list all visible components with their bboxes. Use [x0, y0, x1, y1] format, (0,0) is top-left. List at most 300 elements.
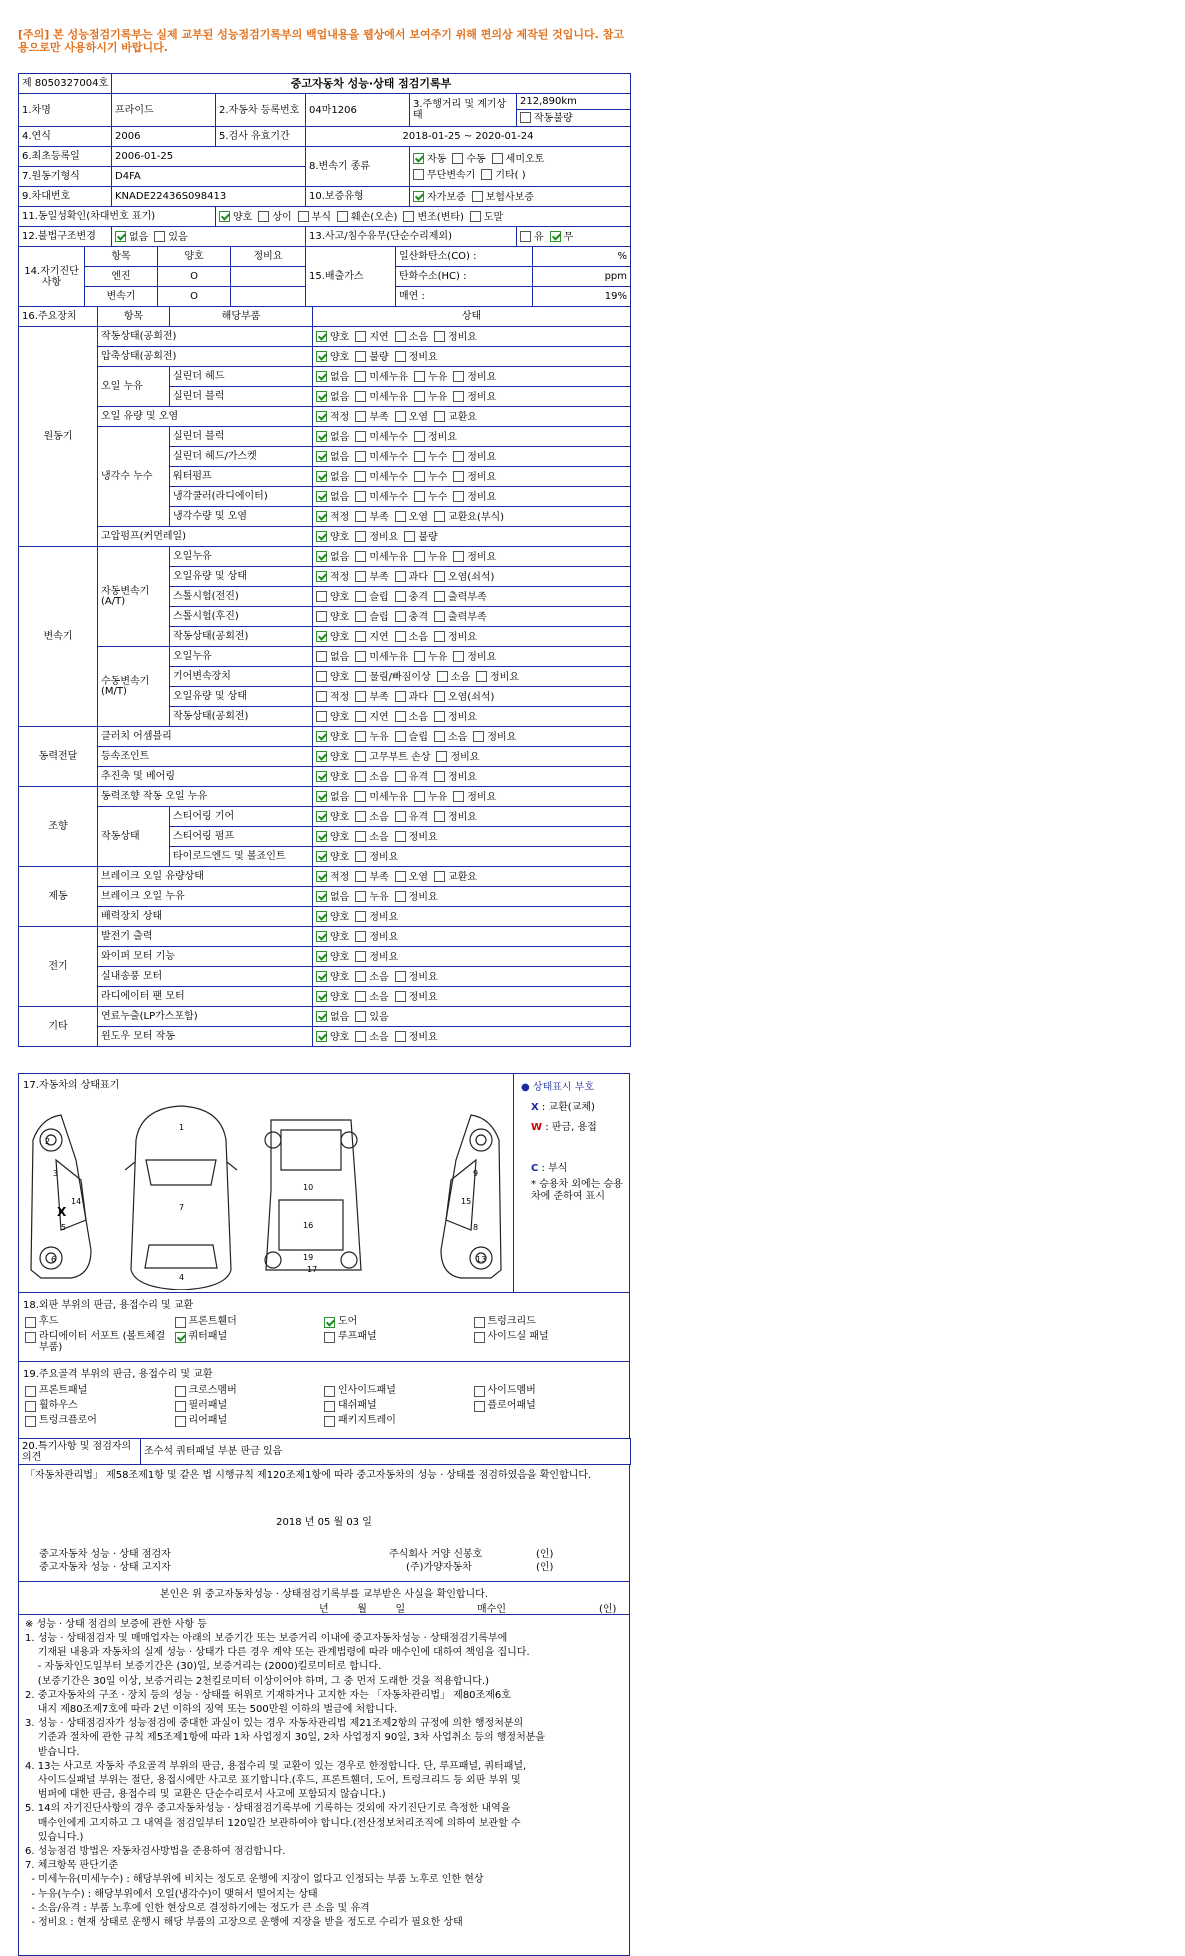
major-state-option[interactable] — [355, 351, 388, 363]
major-state-option[interactable] — [355, 791, 408, 803]
major-state-checkbox[interactable] — [434, 571, 445, 582]
major-state-option[interactable] — [395, 1031, 438, 1043]
panel-checkbox[interactable] — [175, 1332, 186, 1343]
major-state-option[interactable] — [355, 1011, 388, 1023]
major-state-option[interactable] — [355, 911, 398, 923]
major-state-checkbox[interactable] — [355, 931, 366, 942]
frame-checkbox[interactable] — [324, 1386, 335, 1397]
major-state-option[interactable] — [395, 611, 428, 623]
major-state-option[interactable] — [395, 771, 428, 783]
illegal-checkbox[interactable] — [154, 231, 165, 242]
panel-checkbox[interactable] — [175, 1317, 186, 1328]
major-state-checkbox[interactable] — [355, 811, 366, 822]
major-state-option[interactable] — [316, 431, 349, 443]
major-state-option[interactable] — [316, 571, 349, 583]
warranty-checkbox[interactable] — [472, 191, 483, 202]
major-state-option[interactable] — [316, 831, 349, 843]
major-state-checkbox[interactable] — [414, 491, 425, 502]
major-state-checkbox[interactable] — [316, 471, 327, 482]
major-state-checkbox[interactable] — [355, 851, 366, 862]
major-state-checkbox[interactable] — [434, 711, 445, 722]
major-state-option[interactable] — [316, 971, 349, 983]
major-state-option[interactable] — [414, 491, 447, 503]
major-state-option[interactable] — [316, 851, 349, 863]
major-state-option[interactable] — [316, 671, 349, 683]
major-state-option[interactable] — [355, 371, 408, 383]
major-state-checkbox[interactable] — [355, 411, 366, 422]
major-state-checkbox[interactable] — [355, 331, 366, 342]
major-state-checkbox[interactable] — [414, 651, 425, 662]
major-state-checkbox[interactable] — [414, 431, 425, 442]
major-state-option[interactable] — [414, 391, 447, 403]
major-state-option[interactable] — [355, 651, 408, 663]
major-state-option[interactable] — [434, 771, 477, 783]
major-state-checkbox[interactable] — [395, 1031, 406, 1042]
major-state-checkbox[interactable] — [316, 371, 327, 382]
frame-checkbox[interactable] — [25, 1416, 36, 1427]
major-state-option[interactable] — [316, 491, 349, 503]
major-state-option[interactable] — [434, 411, 477, 423]
major-state-checkbox[interactable] — [355, 991, 366, 1002]
major-state-option[interactable] — [355, 971, 388, 983]
trans-checkbox[interactable] — [413, 169, 424, 180]
major-state-option[interactable] — [316, 371, 349, 383]
major-state-checkbox[interactable] — [395, 831, 406, 842]
major-state-option[interactable] — [434, 871, 477, 883]
major-state-checkbox[interactable] — [434, 411, 445, 422]
major-state-checkbox[interactable] — [316, 751, 327, 762]
major-state-option[interactable] — [355, 931, 398, 943]
major-state-option[interactable] — [436, 751, 479, 763]
major-state-option[interactable] — [355, 851, 398, 863]
panel-checkbox[interactable] — [474, 1317, 485, 1328]
major-state-checkbox[interactable] — [414, 371, 425, 382]
major-state-checkbox[interactable] — [316, 891, 327, 902]
identity-option[interactable] — [258, 211, 291, 223]
major-state-checkbox[interactable] — [316, 931, 327, 942]
panel-option[interactable] — [175, 1316, 325, 1328]
major-state-checkbox[interactable] — [355, 771, 366, 782]
major-state-option[interactable] — [355, 831, 388, 843]
major-state-checkbox[interactable] — [436, 751, 447, 762]
major-state-checkbox[interactable] — [453, 391, 464, 402]
major-state-option[interactable] — [395, 511, 428, 523]
major-state-option[interactable] — [395, 631, 428, 643]
major-state-checkbox[interactable] — [316, 851, 327, 862]
major-state-option[interactable] — [414, 651, 447, 663]
major-state-option[interactable] — [316, 771, 349, 783]
major-state-checkbox[interactable] — [355, 531, 366, 542]
major-state-checkbox[interactable] — [316, 451, 327, 462]
major-state-checkbox[interactable] — [355, 371, 366, 382]
major-state-checkbox[interactable] — [395, 711, 406, 722]
major-state-checkbox[interactable] — [355, 551, 366, 562]
major-state-option[interactable] — [316, 751, 349, 763]
major-state-option[interactable] — [316, 1031, 349, 1043]
major-state-checkbox[interactable] — [316, 731, 327, 742]
major-state-option[interactable] — [453, 491, 496, 503]
major-state-checkbox[interactable] — [395, 611, 406, 622]
frame-checkbox[interactable] — [324, 1416, 335, 1427]
accident-option[interactable] — [520, 231, 544, 243]
major-state-checkbox[interactable] — [355, 471, 366, 482]
identity-option[interactable] — [337, 211, 397, 223]
major-state-option[interactable] — [316, 931, 349, 943]
trans-option[interactable] — [452, 153, 485, 165]
major-state-option[interactable] — [355, 471, 408, 483]
major-state-option[interactable] — [316, 451, 349, 463]
major-state-checkbox[interactable] — [316, 691, 327, 702]
warranty-option[interactable] — [413, 191, 466, 203]
panel-option[interactable] — [474, 1331, 624, 1353]
identity-option[interactable] — [219, 211, 252, 223]
major-state-checkbox[interactable] — [316, 1031, 327, 1042]
trans-checkbox[interactable] — [413, 153, 424, 164]
major-state-option[interactable] — [395, 991, 438, 1003]
panel-checkbox[interactable] — [25, 1317, 36, 1328]
major-state-option[interactable] — [316, 911, 349, 923]
major-state-checkbox[interactable] — [355, 631, 366, 642]
major-state-option[interactable] — [316, 871, 349, 883]
major-state-option[interactable] — [355, 431, 408, 443]
major-state-checkbox[interactable] — [316, 811, 327, 822]
major-state-checkbox[interactable] — [355, 391, 366, 402]
major-state-checkbox[interactable] — [434, 811, 445, 822]
identity-option[interactable] — [470, 211, 503, 223]
major-state-checkbox[interactable] — [355, 871, 366, 882]
frame-checkbox[interactable] — [175, 1416, 186, 1427]
frame-option[interactable] — [324, 1415, 474, 1427]
major-state-option[interactable] — [453, 451, 496, 463]
major-state-checkbox[interactable] — [316, 631, 327, 642]
frame-checkbox[interactable] — [175, 1386, 186, 1397]
major-state-option[interactable] — [434, 731, 467, 743]
major-state-checkbox[interactable] — [355, 571, 366, 582]
major-state-option[interactable] — [355, 551, 408, 563]
major-state-option[interactable] — [316, 631, 349, 643]
major-state-option[interactable] — [414, 551, 447, 563]
major-state-checkbox[interactable] — [395, 971, 406, 982]
major-state-option[interactable] — [414, 431, 457, 443]
panel-option[interactable] — [324, 1316, 474, 1328]
illegal-option[interactable] — [154, 231, 187, 243]
major-state-checkbox[interactable] — [453, 471, 464, 482]
major-state-checkbox[interactable] — [355, 751, 366, 762]
major-state-checkbox[interactable] — [316, 551, 327, 562]
major-state-checkbox[interactable] — [395, 511, 406, 522]
major-state-checkbox[interactable] — [316, 791, 327, 802]
major-state-option[interactable] — [316, 471, 349, 483]
major-state-checkbox[interactable] — [395, 991, 406, 1002]
major-state-option[interactable] — [316, 791, 349, 803]
identity-checkbox[interactable] — [298, 211, 309, 222]
identity-checkbox[interactable] — [403, 211, 414, 222]
trans-option[interactable] — [481, 169, 525, 181]
major-state-option[interactable] — [395, 971, 438, 983]
major-state-checkbox[interactable] — [395, 811, 406, 822]
major-state-checkbox[interactable] — [395, 331, 406, 342]
major-state-checkbox[interactable] — [437, 671, 448, 682]
major-state-checkbox[interactable] — [316, 571, 327, 582]
major-state-option[interactable] — [355, 631, 388, 643]
frame-checkbox[interactable] — [474, 1386, 485, 1397]
major-state-checkbox[interactable] — [355, 451, 366, 462]
major-state-option[interactable] — [434, 711, 477, 723]
major-state-checkbox[interactable] — [395, 631, 406, 642]
major-state-checkbox[interactable] — [355, 831, 366, 842]
gauge-bad-checkbox[interactable] — [520, 112, 531, 123]
major-state-option[interactable] — [355, 491, 408, 503]
major-state-checkbox[interactable] — [316, 351, 327, 362]
frame-option[interactable] — [324, 1400, 474, 1412]
major-state-checkbox[interactable] — [316, 651, 327, 662]
major-state-option[interactable] — [355, 691, 388, 703]
major-state-option[interactable] — [316, 351, 349, 363]
major-state-option[interactable] — [355, 611, 388, 623]
major-state-option[interactable] — [316, 731, 349, 743]
major-state-option[interactable] — [316, 411, 349, 423]
panel-option[interactable] — [175, 1331, 325, 1353]
panel-option[interactable] — [25, 1331, 175, 1353]
major-state-checkbox[interactable] — [355, 791, 366, 802]
major-state-option[interactable] — [355, 391, 408, 403]
frame-option[interactable] — [175, 1385, 325, 1397]
identity-checkbox[interactable] — [337, 211, 348, 222]
major-state-option[interactable] — [414, 371, 447, 383]
major-state-option[interactable] — [434, 691, 494, 703]
major-state-checkbox[interactable] — [395, 591, 406, 602]
major-state-option[interactable] — [404, 531, 437, 543]
major-state-checkbox[interactable] — [434, 331, 445, 342]
panel-option[interactable] — [25, 1316, 175, 1328]
major-state-option[interactable] — [453, 551, 496, 563]
major-state-option[interactable] — [355, 411, 388, 423]
major-state-checkbox[interactable] — [355, 891, 366, 902]
major-state-option[interactable] — [395, 811, 428, 823]
major-state-option[interactable] — [395, 571, 428, 583]
major-state-checkbox[interactable] — [355, 731, 366, 742]
major-state-option[interactable] — [414, 451, 447, 463]
major-state-checkbox[interactable] — [414, 791, 425, 802]
major-state-checkbox[interactable] — [434, 691, 445, 702]
major-state-option[interactable] — [434, 331, 477, 343]
major-state-checkbox[interactable] — [395, 871, 406, 882]
major-state-checkbox[interactable] — [316, 831, 327, 842]
identity-checkbox[interactable] — [258, 211, 269, 222]
major-state-option[interactable] — [355, 711, 388, 723]
trans-checkbox[interactable] — [492, 153, 503, 164]
major-state-option[interactable] — [316, 591, 349, 603]
major-state-option[interactable] — [395, 731, 428, 743]
major-state-checkbox[interactable] — [355, 591, 366, 602]
major-state-checkbox[interactable] — [355, 1011, 366, 1022]
frame-checkbox[interactable] — [324, 1401, 335, 1412]
major-state-option[interactable] — [434, 511, 504, 523]
frame-option[interactable] — [25, 1415, 175, 1427]
panel-checkbox[interactable] — [324, 1332, 335, 1343]
panel-checkbox[interactable] — [324, 1317, 335, 1328]
major-state-option[interactable] — [355, 731, 388, 743]
major-state-checkbox[interactable] — [355, 491, 366, 502]
frame-option[interactable] — [175, 1415, 325, 1427]
major-state-checkbox[interactable] — [453, 491, 464, 502]
trans-option[interactable] — [492, 153, 545, 165]
major-state-checkbox[interactable] — [473, 731, 484, 742]
major-state-checkbox[interactable] — [434, 591, 445, 602]
major-state-option[interactable] — [395, 891, 438, 903]
major-state-option[interactable] — [434, 611, 487, 623]
major-state-checkbox[interactable] — [395, 691, 406, 702]
major-state-checkbox[interactable] — [316, 331, 327, 342]
major-state-option[interactable] — [316, 531, 349, 543]
major-state-checkbox[interactable] — [316, 591, 327, 602]
identity-checkbox[interactable] — [470, 211, 481, 222]
major-state-option[interactable] — [395, 831, 438, 843]
major-state-option[interactable] — [355, 1031, 388, 1043]
major-state-option[interactable] — [414, 471, 447, 483]
major-state-checkbox[interactable] — [434, 731, 445, 742]
major-state-checkbox[interactable] — [395, 771, 406, 782]
major-state-option[interactable] — [316, 331, 349, 343]
trans-option[interactable] — [413, 153, 446, 165]
identity-option[interactable] — [298, 211, 331, 223]
major-state-option[interactable] — [434, 631, 477, 643]
major-state-option[interactable] — [434, 811, 477, 823]
major-state-option[interactable] — [453, 791, 496, 803]
frame-option[interactable] — [474, 1385, 624, 1397]
major-state-checkbox[interactable] — [355, 431, 366, 442]
major-state-checkbox[interactable] — [395, 571, 406, 582]
major-state-option[interactable] — [395, 351, 438, 363]
major-state-option[interactable] — [316, 611, 349, 623]
major-state-option[interactable] — [414, 791, 447, 803]
major-state-checkbox[interactable] — [355, 691, 366, 702]
major-state-checkbox[interactable] — [355, 671, 366, 682]
major-state-checkbox[interactable] — [476, 671, 487, 682]
frame-option[interactable] — [474, 1400, 624, 1412]
major-state-option[interactable] — [316, 711, 349, 723]
frame-option[interactable] — [324, 1385, 474, 1397]
major-state-checkbox[interactable] — [395, 731, 406, 742]
major-state-checkbox[interactable] — [434, 511, 445, 522]
major-state-checkbox[interactable] — [355, 911, 366, 922]
major-state-option[interactable] — [395, 411, 428, 423]
major-state-checkbox[interactable] — [395, 351, 406, 362]
major-state-checkbox[interactable] — [316, 511, 327, 522]
major-state-checkbox[interactable] — [355, 611, 366, 622]
frame-option[interactable] — [25, 1400, 175, 1412]
major-state-option[interactable] — [473, 731, 516, 743]
major-state-checkbox[interactable] — [355, 511, 366, 522]
major-state-checkbox[interactable] — [316, 671, 327, 682]
major-state-checkbox[interactable] — [434, 631, 445, 642]
major-state-option[interactable] — [395, 871, 428, 883]
major-state-checkbox[interactable] — [453, 791, 464, 802]
major-state-checkbox[interactable] — [316, 611, 327, 622]
major-state-option[interactable] — [355, 891, 388, 903]
major-state-option[interactable] — [395, 591, 428, 603]
major-state-checkbox[interactable] — [434, 771, 445, 782]
major-state-option[interactable] — [316, 811, 349, 823]
major-state-checkbox[interactable] — [355, 951, 366, 962]
major-state-checkbox[interactable] — [316, 871, 327, 882]
major-state-option[interactable] — [355, 511, 388, 523]
accident-checkbox[interactable] — [520, 231, 531, 242]
major-state-option[interactable] — [476, 671, 519, 683]
major-state-option[interactable] — [355, 771, 388, 783]
major-state-option[interactable] — [453, 391, 496, 403]
major-state-option[interactable] — [355, 331, 388, 343]
major-state-checkbox[interactable] — [316, 951, 327, 962]
major-state-option[interactable] — [316, 391, 349, 403]
major-state-checkbox[interactable] — [316, 531, 327, 542]
major-state-checkbox[interactable] — [453, 451, 464, 462]
major-state-checkbox[interactable] — [404, 531, 415, 542]
major-state-option[interactable] — [355, 591, 388, 603]
major-state-checkbox[interactable] — [355, 351, 366, 362]
frame-option[interactable] — [175, 1400, 325, 1412]
major-state-checkbox[interactable] — [316, 391, 327, 402]
major-state-checkbox[interactable] — [434, 871, 445, 882]
major-state-option[interactable] — [437, 671, 470, 683]
panel-option[interactable] — [324, 1331, 474, 1353]
major-state-checkbox[interactable] — [453, 651, 464, 662]
major-state-option[interactable] — [355, 531, 398, 543]
trans-checkbox[interactable] — [481, 169, 492, 180]
warranty-checkbox[interactable] — [413, 191, 424, 202]
major-state-checkbox[interactable] — [316, 711, 327, 722]
major-state-option[interactable] — [355, 451, 408, 463]
major-state-option[interactable] — [316, 1011, 349, 1023]
major-state-option[interactable] — [434, 591, 487, 603]
trans-option[interactable] — [413, 169, 475, 181]
panel-checkbox[interactable] — [474, 1332, 485, 1343]
panel-checkbox[interactable] — [25, 1332, 36, 1343]
major-state-option[interactable] — [395, 331, 428, 343]
accident-checkbox[interactable] — [550, 231, 561, 242]
major-state-checkbox[interactable] — [316, 971, 327, 982]
major-state-option[interactable] — [355, 811, 388, 823]
frame-checkbox[interactable] — [25, 1386, 36, 1397]
major-state-checkbox[interactable] — [355, 651, 366, 662]
major-state-option[interactable] — [316, 511, 349, 523]
major-state-option[interactable] — [453, 651, 496, 663]
major-state-checkbox[interactable] — [414, 451, 425, 462]
major-state-option[interactable] — [355, 951, 398, 963]
major-state-option[interactable] — [355, 991, 388, 1003]
trans-checkbox[interactable] — [452, 153, 463, 164]
major-state-option[interactable] — [316, 991, 349, 1003]
major-state-checkbox[interactable] — [453, 371, 464, 382]
major-state-checkbox[interactable] — [316, 411, 327, 422]
identity-checkbox[interactable] — [219, 211, 230, 222]
major-state-checkbox[interactable] — [355, 711, 366, 722]
major-state-option[interactable] — [453, 471, 496, 483]
major-state-option[interactable] — [355, 571, 388, 583]
major-state-checkbox[interactable] — [395, 411, 406, 422]
frame-checkbox[interactable] — [175, 1401, 186, 1412]
frame-checkbox[interactable] — [25, 1401, 36, 1412]
major-state-option[interactable] — [316, 651, 349, 663]
major-state-checkbox[interactable] — [395, 891, 406, 902]
major-state-option[interactable] — [316, 691, 349, 703]
major-state-checkbox[interactable] — [414, 551, 425, 562]
frame-option[interactable] — [25, 1385, 175, 1397]
major-state-checkbox[interactable] — [316, 1011, 327, 1022]
major-state-checkbox[interactable] — [355, 971, 366, 982]
major-state-checkbox[interactable] — [414, 471, 425, 482]
major-state-option[interactable] — [453, 371, 496, 383]
